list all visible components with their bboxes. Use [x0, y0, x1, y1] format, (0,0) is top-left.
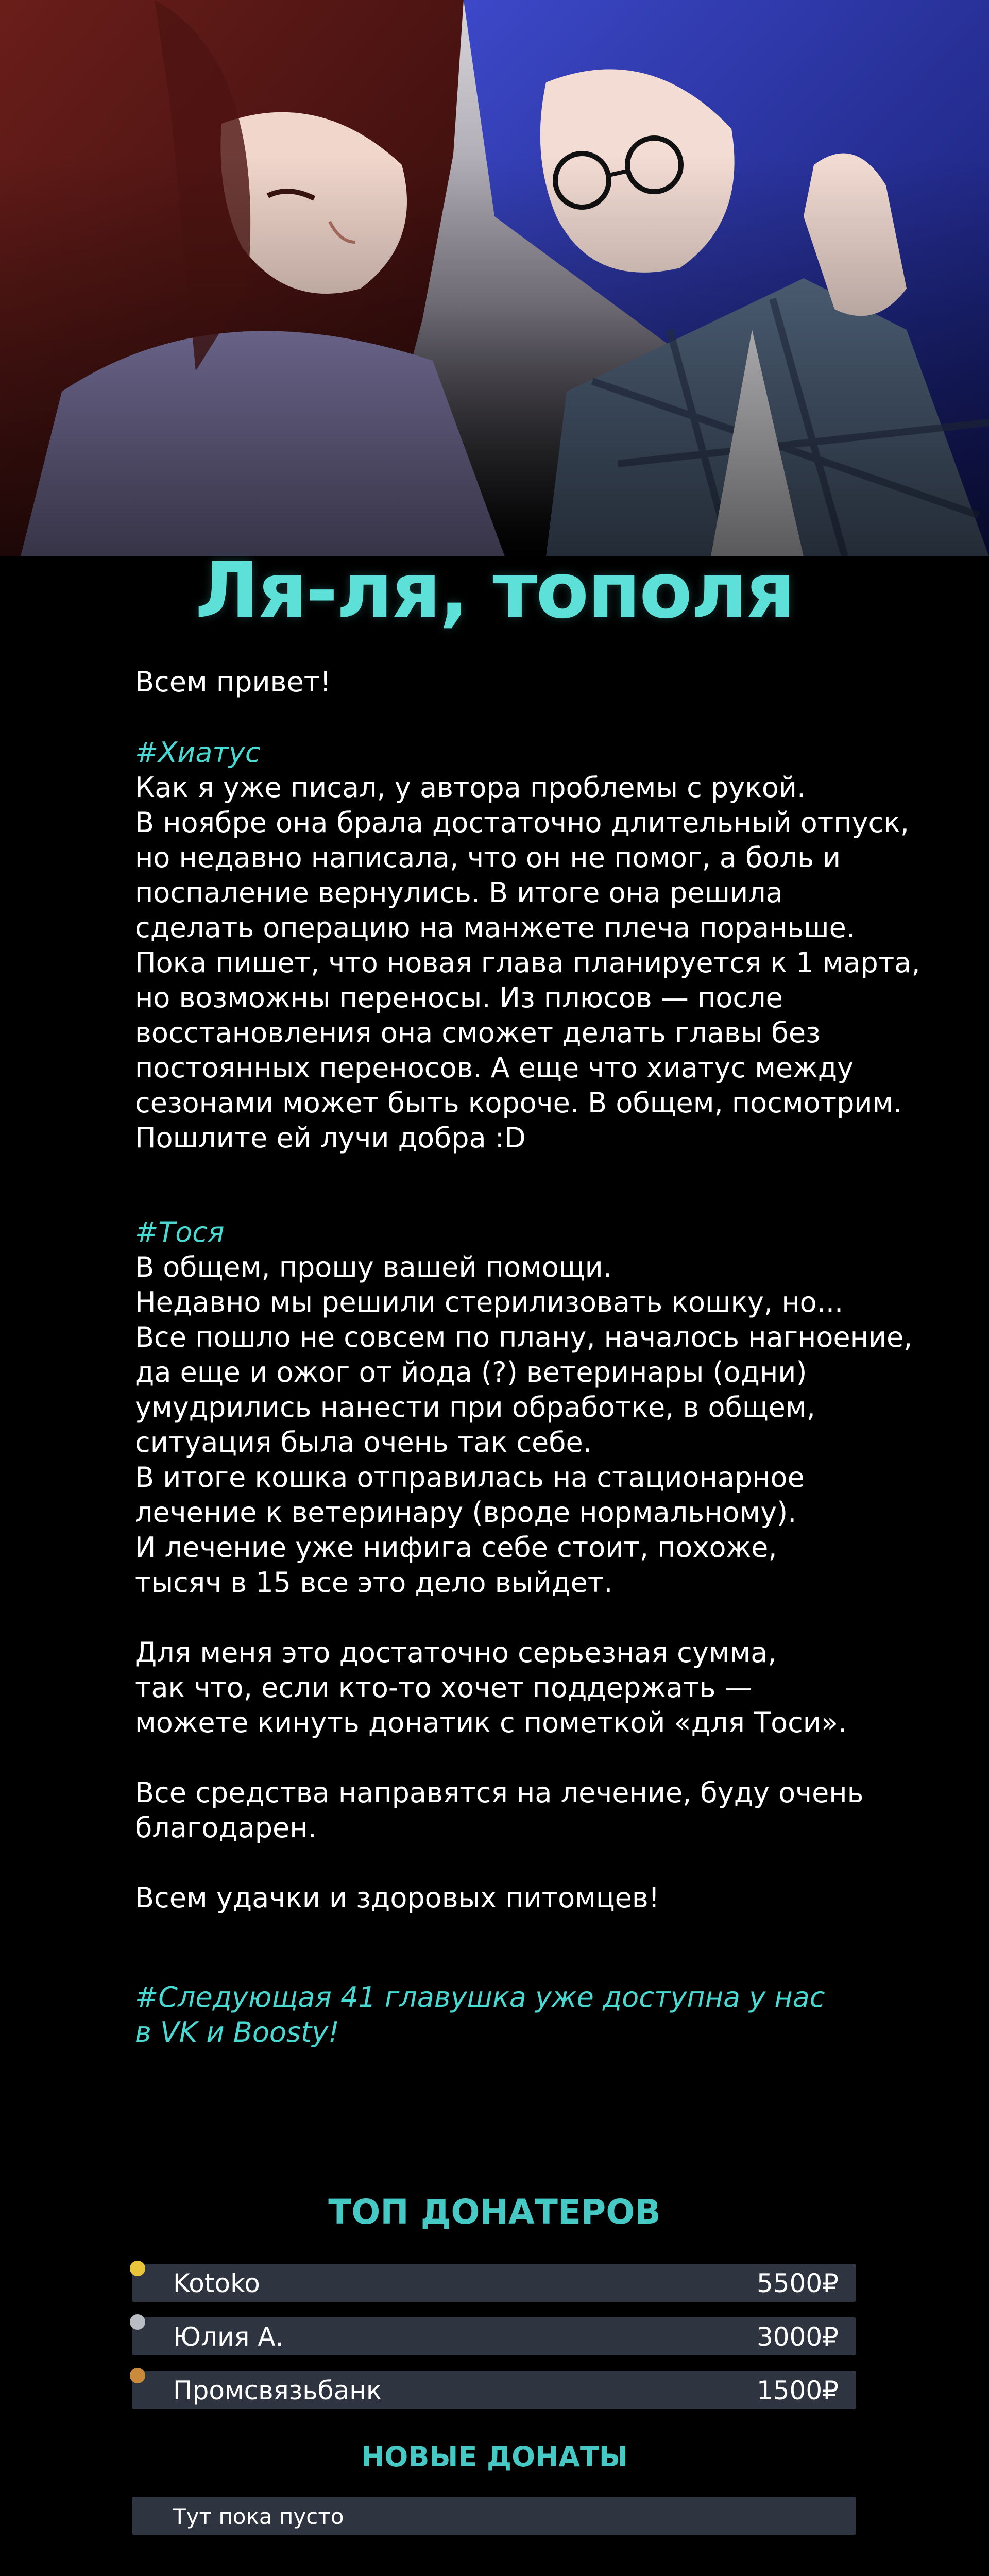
tosya-line: благодарен. [135, 1811, 317, 1844]
donator-name: Kotoko [173, 2268, 260, 2298]
hiatus-line: но возможны переносы. Из плюсов — после [135, 981, 783, 1014]
tosya-line: ситуация была очень так себе. [135, 1426, 592, 1459]
empty-state-text: Тут пока пусто [173, 2504, 344, 2529]
donation-amount: 3000₽ [756, 2322, 839, 2352]
gold-medal-icon [130, 2261, 145, 2276]
announcement-line: #Следующая 41 главушка уже доступна у нас [135, 1981, 825, 2013]
tosya-hashtag: #Тося [135, 1216, 225, 1248]
greeting-text [135, 665, 959, 700]
tosya-line: Все пошло не совсем по плану, началось нагноение, [135, 1321, 913, 1353]
tosya-line: тысяч в 15 все это дело выйдет. [135, 1566, 613, 1599]
top-donator-row [132, 2317, 856, 2355]
hiatus-line: Пошлите ей лучи добра :D [135, 1122, 526, 1154]
tosya-line: лечение к ветеринару (вроде нормальному). [135, 1496, 797, 1529]
chapter-announcement [135, 1980, 959, 2050]
tosya-line: Недавно мы решили стерилизовать кошку, но... [135, 1286, 844, 1318]
tosya-line [135, 1845, 959, 1880]
tosya-line: Для меня это достаточно серьезная сумма, [135, 1636, 777, 1669]
tosya-line: В общем, прошу вашей помощи. [135, 1251, 612, 1283]
hiatus-line: поспаление вернулись. В итоге она решила [135, 876, 783, 909]
tosya-line: умудрились нанести при обработке, в общем, [135, 1391, 815, 1423]
page-title: Ля-ля, тополя [195, 546, 794, 636]
announcement-line: в VK и Boosty! [135, 2016, 339, 2048]
donator-name: Юлия А. [173, 2322, 284, 2352]
tosya-line: Все средства направятся на лечение, буду очень [135, 1776, 864, 1809]
tosya-line: так что, если кто-то хочет поддержать — [135, 1671, 753, 1704]
hiatus-line: но недавно написала, что он не помог, а боль и [135, 841, 841, 874]
hero-illustration [0, 0, 989, 556]
tosya-section [135, 1215, 959, 1916]
new-donations-heading: НОВЫЕ ДОНАТЫ [361, 2441, 628, 2473]
tosya-line [135, 1740, 959, 1775]
bronze-medal-icon [130, 2368, 145, 2383]
greeting-line: Всем привет! [135, 666, 331, 698]
hiatus-line: постоянных переносов. А еще что хиатус между [135, 1052, 854, 1084]
silver-medal-icon [130, 2314, 145, 2330]
tosya-line: можете кинуть донатик с пометкой «для Тоси». [135, 1706, 847, 1739]
tosya-line: да еще и ожог от йода (?) ветеринары (одни) [135, 1356, 807, 1388]
top-donators-heading: ТОП ДОНАТЕРОВ [328, 2192, 661, 2232]
hiatus-line: В ноябре она брала достаточно длительный отпуск, [135, 806, 909, 839]
tosya-line: Всем удачки и здоровых питомцев! [135, 1882, 660, 1914]
hiatus-line: сезонами может быть короче. В общем, посмотрим. [135, 1087, 902, 1119]
top-donator-row [132, 2264, 856, 2302]
two-girls-artwork [0, 0, 989, 556]
new-donations-empty [132, 2497, 856, 2535]
hiatus-line: сделать операцию на манжете плеча пораньше. [135, 911, 855, 944]
hiatus-hashtag: #Хиатус [135, 736, 261, 769]
hiatus-line: Пока пишет, что новая глава планируется к 1 марта, [135, 946, 920, 979]
donation-amount: 5500₽ [756, 2268, 839, 2298]
donator-name: Промсвязьбанк [173, 2376, 382, 2405]
donation-amount: 1500₽ [756, 2376, 839, 2405]
tosya-line: В итоге кошка отправилась на стационарное [135, 1461, 805, 1494]
top-donator-row [132, 2371, 856, 2409]
tosya-line [135, 1600, 959, 1635]
tosya-line: И лечение уже нифига себе стоит, похоже, [135, 1531, 777, 1564]
hiatus-line: восстановления она сможет делать главы без [135, 1016, 821, 1049]
hiatus-section [135, 735, 959, 1156]
hiatus-line: Как я уже писал, у автора проблемы с рукой. [135, 771, 806, 804]
